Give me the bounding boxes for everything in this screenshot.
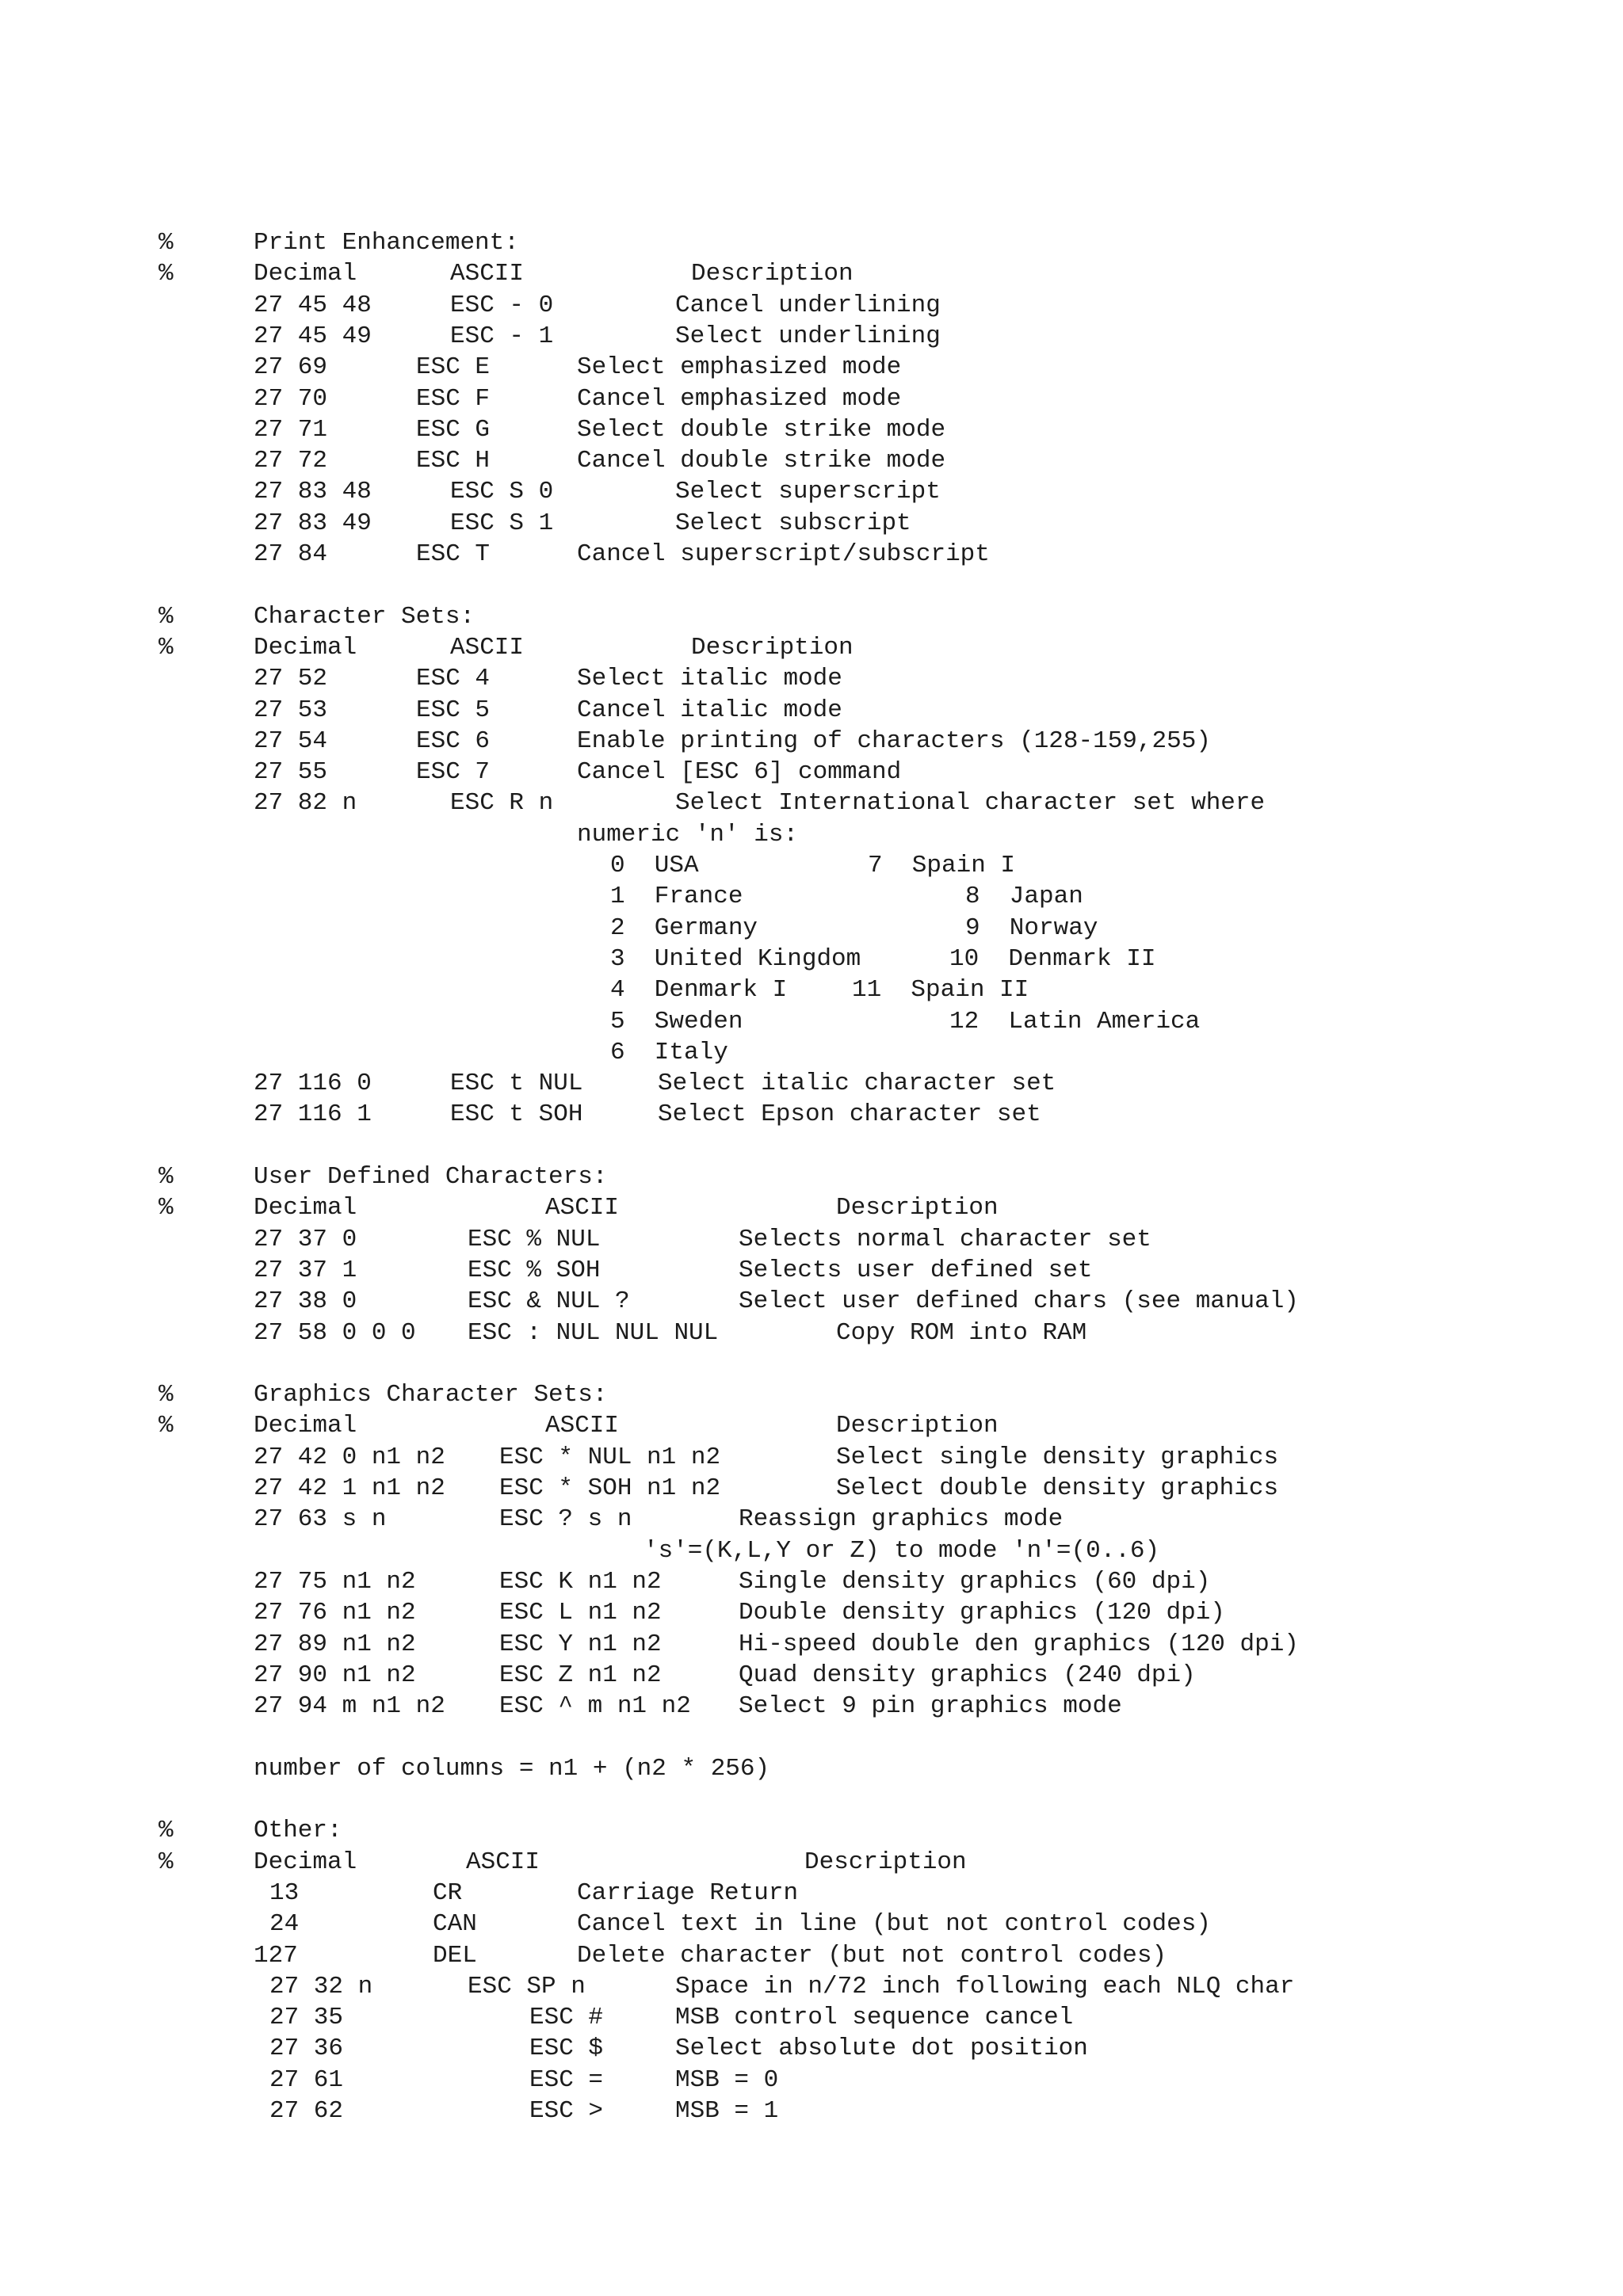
- line-text: 11 Spain II: [852, 976, 1029, 1005]
- line-text: Select italic mode: [577, 665, 842, 693]
- line-text: ESC - 0: [450, 291, 554, 319]
- line-text: ESC G: [416, 415, 491, 444]
- document-line: [0, 695, 1623, 726]
- document-line: [0, 632, 1623, 663]
- line-text: ESC S 0: [450, 478, 554, 506]
- document-line: [0, 944, 1623, 974]
- document-line: [0, 445, 1623, 476]
- line-text: 27 76 n1 n2: [254, 1599, 416, 1627]
- line-text: 27 45 49: [254, 322, 372, 350]
- document-line: [0, 1566, 1623, 1597]
- document-line: [0, 508, 1623, 539]
- line-text: ESC H: [416, 447, 491, 475]
- line-text: Selects normal character set: [739, 1225, 1151, 1253]
- line-text: ESC Y n1 n2: [499, 1630, 662, 1658]
- document-line: [0, 974, 1623, 1005]
- line-text: Description: [804, 1848, 967, 1876]
- line-text: Select emphasized mode: [577, 353, 902, 382]
- line-text: 27 116 1: [254, 1100, 372, 1129]
- line-text: Select single density graphics: [836, 1443, 1279, 1471]
- line-text: ESC #: [529, 2004, 604, 2032]
- line-text: ESC t NUL: [450, 1070, 583, 1098]
- line-text: 's'=(K,L,Y or Z) to mode 'n'=(0..6): [643, 1536, 1160, 1565]
- document-line: [0, 1971, 1623, 2002]
- line-text: 12 Latin America: [949, 1007, 1201, 1035]
- line-text: 27 70: [254, 384, 328, 413]
- line-text: Select International character set where: [675, 789, 1266, 818]
- line-text: CR: [433, 1878, 463, 1907]
- line-text: Other:: [254, 1817, 342, 1845]
- document-line: [0, 1348, 1623, 1379]
- line-text: %: [158, 1817, 174, 1845]
- line-text: 27 53: [254, 696, 328, 724]
- document-line: [0, 1909, 1623, 1939]
- line-text: Cancel double strike mode: [577, 447, 946, 475]
- line-text: Decimal: [254, 1412, 357, 1440]
- line-text: Reassign graphics mode: [739, 1505, 1064, 1534]
- line-text: Select 9 pin graphics mode: [739, 1692, 1122, 1721]
- line-text: 27 84: [254, 540, 328, 568]
- document-line: [0, 383, 1623, 414]
- document-line: [0, 414, 1623, 445]
- line-text: 1 France: [610, 883, 743, 911]
- line-text: %: [158, 1381, 174, 1409]
- line-text: Cancel superscript/subscript: [577, 540, 990, 568]
- document-line: [0, 1068, 1623, 1099]
- document-line: [0, 1847, 1623, 1878]
- line-text: Cancel text in line (but not control codes): [577, 1910, 1211, 1939]
- line-text: MSB = 1: [675, 2097, 779, 2125]
- line-text: Cancel emphasized mode: [577, 384, 902, 413]
- line-text: 4 Denmark I: [610, 976, 788, 1005]
- line-text: Character Sets:: [254, 602, 475, 631]
- document-line: [0, 1660, 1623, 1691]
- line-text: 27 94 m n1 n2: [254, 1692, 445, 1721]
- line-text: ESC & NUL ?: [468, 1287, 630, 1316]
- line-text: 27 89 n1 n2: [254, 1630, 416, 1658]
- document-line: [0, 1286, 1623, 1317]
- line-text: ESC >: [529, 2097, 604, 2125]
- document-line: [0, 321, 1623, 352]
- line-text: 10 Denmark II: [949, 944, 1156, 973]
- document-line: [0, 1815, 1623, 1846]
- line-text: ESC L n1 n2: [499, 1599, 662, 1627]
- line-text: 27 54: [254, 727, 328, 755]
- document-line: [0, 601, 1623, 632]
- line-text: 8 Japan: [965, 883, 1083, 911]
- line-text: 27 116 0: [254, 1070, 372, 1098]
- document-line: [0, 757, 1623, 788]
- line-text: User Defined Characters:: [254, 1163, 608, 1191]
- line-text: 0 USA: [610, 852, 699, 879]
- line-text: Cancel [ESC 6] command: [577, 758, 902, 787]
- line-text: %: [158, 1412, 174, 1440]
- line-text: ESC E: [416, 353, 491, 382]
- line-text: Copy ROM into RAM: [836, 1318, 1087, 1347]
- document-line: [0, 2002, 1623, 2033]
- line-text: 27 61: [269, 2065, 344, 2094]
- line-text: 27 36: [269, 2035, 344, 2063]
- line-text: Double density graphics (120 dpi): [739, 1599, 1225, 1627]
- line-text: Select absolute dot position: [675, 2035, 1088, 2063]
- document-line: [0, 788, 1623, 818]
- document-line: [0, 352, 1623, 383]
- document-line: [0, 1535, 1623, 1566]
- document-line: [0, 1410, 1623, 1441]
- line-text: 27 32 n: [269, 1972, 373, 2000]
- document-line: [0, 1504, 1623, 1535]
- document-line: [0, 1940, 1623, 1971]
- line-text: Space in n/72 inch following each NLQ char: [675, 1972, 1295, 2000]
- line-text: 27 45 48: [254, 291, 372, 319]
- line-text: %: [158, 602, 174, 631]
- line-text: 27 71: [254, 415, 328, 444]
- document-line: [0, 1473, 1623, 1504]
- line-text: Selects user defined set: [739, 1256, 1093, 1284]
- line-text: Delete character (but not control codes): [577, 1941, 1167, 1970]
- line-text: ESC : NUL NUL NUL: [468, 1318, 719, 1347]
- line-text: 24: [269, 1910, 300, 1939]
- line-text: ESC $: [529, 2035, 604, 2063]
- line-text: ESC t SOH: [450, 1100, 583, 1129]
- document-line: [0, 850, 1623, 881]
- line-text: 27 63 s n: [254, 1505, 387, 1534]
- document-line: [0, 570, 1623, 601]
- line-text: 27 42 1 n1 n2: [254, 1474, 445, 1502]
- line-text: Enable printing of characters (128-159,255): [577, 727, 1211, 755]
- line-text: 13: [269, 1878, 300, 1907]
- line-text: ESC S 1: [450, 509, 554, 537]
- document-line: [0, 1722, 1623, 1753]
- document-line: [0, 913, 1623, 944]
- document-line: [0, 881, 1623, 912]
- line-text: Select underlining: [675, 322, 941, 350]
- line-text: ASCII: [545, 1412, 620, 1440]
- line-text: Select user defined chars (see manual): [739, 1287, 1299, 1316]
- line-text: %: [158, 260, 174, 288]
- line-text: 27 62: [269, 2097, 344, 2125]
- line-text: 27 72: [254, 447, 328, 475]
- document-line: [0, 1379, 1623, 1410]
- line-text: 5 Sweden: [610, 1007, 743, 1035]
- document-line: [0, 290, 1623, 321]
- line-text: ASCII: [466, 1848, 540, 1876]
- line-text: 27 82 n: [254, 789, 357, 818]
- line-text: 6 Italy: [610, 1038, 728, 1066]
- line-text: Quad density graphics (240 dpi): [739, 1661, 1196, 1689]
- line-text: number of columns = n1 + (n2 * 256): [254, 1754, 770, 1783]
- line-text: ESC Z n1 n2: [499, 1661, 662, 1689]
- line-text: 9 Norway: [965, 913, 1098, 942]
- line-text: 27 52: [254, 665, 328, 693]
- document-line: [0, 1037, 1623, 1068]
- line-text: Select Epson character set: [658, 1100, 1041, 1129]
- line-text: Hi-speed double den graphics (120 dpi): [739, 1630, 1299, 1658]
- line-text: 27 42 0 n1 n2: [254, 1443, 445, 1471]
- line-text: 27 55: [254, 758, 328, 787]
- line-text: ESC % NUL: [468, 1225, 601, 1253]
- line-text: Description: [836, 1194, 999, 1222]
- line-text: Description: [836, 1412, 999, 1440]
- document-line: [0, 1784, 1623, 1815]
- line-text: 27 38 0: [254, 1287, 357, 1316]
- line-text: %: [158, 633, 174, 662]
- line-text: %: [158, 1194, 174, 1222]
- document-line: [0, 819, 1623, 850]
- line-text: Decimal: [254, 633, 357, 662]
- line-text: 27 35: [269, 2004, 344, 2032]
- line-text: Description: [691, 633, 854, 662]
- line-text: 27 75 n1 n2: [254, 1567, 416, 1596]
- line-text: Carriage Return: [577, 1878, 799, 1907]
- document-line: [0, 1318, 1623, 1348]
- document-line: [0, 663, 1623, 694]
- line-text: %: [158, 1163, 174, 1191]
- line-text: Decimal: [254, 1848, 357, 1876]
- document-line: [0, 539, 1623, 570]
- line-text: ESC SP n: [468, 1972, 586, 2000]
- line-text: ESC ? s n: [499, 1505, 632, 1534]
- document-line: [0, 2065, 1623, 2096]
- line-text: Cancel underlining: [675, 291, 941, 319]
- line-text: ESC 5: [416, 696, 491, 724]
- document-line: [0, 1753, 1623, 1784]
- line-text: %: [158, 229, 174, 257]
- line-text: ESC =: [529, 2065, 604, 2094]
- line-text: 27 37 0: [254, 1225, 357, 1253]
- line-text: 27 83 49: [254, 509, 372, 537]
- line-text: ESC 6: [416, 727, 491, 755]
- line-text: MSB control sequence cancel: [675, 2004, 1074, 2032]
- line-text: Decimal: [254, 1194, 357, 1222]
- line-text: 27 90 n1 n2: [254, 1661, 416, 1689]
- line-text: Select italic character set: [658, 1070, 1056, 1098]
- line-text: Print Enhancement:: [254, 229, 519, 257]
- line-text: 27 83 48: [254, 478, 372, 506]
- line-text: Single density graphics (60 dpi): [739, 1567, 1211, 1596]
- line-text: 7 Spain I: [868, 852, 1016, 879]
- line-text: ASCII: [450, 260, 525, 288]
- line-text: ESC ^ m n1 n2: [499, 1692, 691, 1721]
- document-line: [0, 227, 1623, 258]
- document-line: [0, 1161, 1623, 1192]
- document-line: [0, 726, 1623, 757]
- line-text: Select superscript: [675, 478, 941, 506]
- document-line: [0, 476, 1623, 507]
- line-text: ESC 7: [416, 758, 491, 787]
- document-line: [0, 1691, 1623, 1722]
- document-line: [0, 1192, 1623, 1223]
- line-text: ESC * NUL n1 n2: [499, 1443, 721, 1471]
- line-text: Select double density graphics: [836, 1474, 1279, 1502]
- document-line: [0, 1629, 1623, 1660]
- line-text: ESC * SOH n1 n2: [499, 1474, 721, 1502]
- line-text: ESC - 1: [450, 322, 554, 350]
- line-text: 27 37 1: [254, 1256, 357, 1284]
- line-text: ESC 4: [416, 665, 491, 693]
- document-line: [0, 2096, 1623, 2126]
- document-line: [0, 258, 1623, 289]
- line-text: ESC K n1 n2: [499, 1567, 662, 1596]
- line-text: numeric 'n' is:: [577, 820, 799, 849]
- line-text: 27 69: [254, 353, 328, 382]
- document-line: [0, 1224, 1623, 1255]
- line-text: ASCII: [450, 633, 525, 662]
- line-text: ASCII: [545, 1194, 620, 1222]
- line-text: CAN: [433, 1910, 477, 1939]
- document-line: [0, 1442, 1623, 1473]
- line-text: 27 58 0 0 0: [254, 1318, 416, 1347]
- line-text: ESC R n: [450, 789, 554, 818]
- line-text: Cancel italic mode: [577, 696, 842, 724]
- document-line: [0, 1255, 1623, 1286]
- document-line: [0, 1099, 1623, 1130]
- line-text: ESC F: [416, 384, 491, 413]
- line-text: %: [158, 1848, 174, 1876]
- line-text: Description: [691, 260, 854, 288]
- line-text: MSB = 0: [675, 2065, 779, 2094]
- line-text: 3 United Kingdom: [610, 944, 861, 973]
- line-text: Select double strike mode: [577, 415, 946, 444]
- line-text: DEL: [433, 1941, 477, 1970]
- document-line: [0, 2033, 1623, 2064]
- document-line: [0, 1006, 1623, 1037]
- line-text: Decimal: [254, 260, 357, 288]
- line-text: ESC % SOH: [468, 1256, 601, 1284]
- line-text: 127: [254, 1941, 298, 1970]
- document-line: [0, 1878, 1623, 1909]
- line-text: Graphics Character Sets:: [254, 1381, 608, 1409]
- line-text: Select subscript: [675, 509, 911, 537]
- document-line: [0, 1597, 1623, 1628]
- line-text: ESC T: [416, 540, 491, 568]
- document-line: [0, 1131, 1623, 1161]
- line-text: 2 Germany: [610, 913, 758, 942]
